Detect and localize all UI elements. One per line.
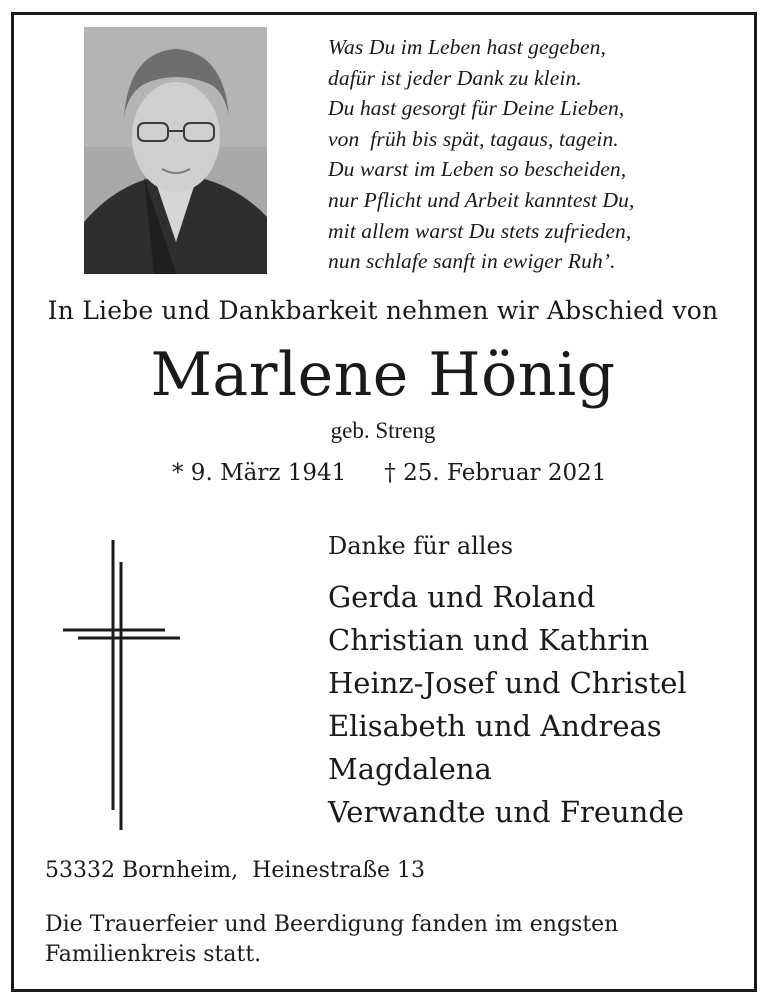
maiden-name: geb. Streng (330, 418, 436, 443)
mourner-name: Elisabeth und Andreas (328, 709, 662, 743)
poem-line: nur Pflicht und Arbeit kanntest Du, (328, 187, 635, 212)
farewell-intro: In Liebe und Dankbarkeit nehmen wir Abschied von (47, 296, 719, 325)
poem-line: Was Du im Leben hast gegeben, (328, 35, 606, 59)
poem-line: nun schlafe sanft in ewiger Ruh’. (328, 249, 616, 274)
poem-line: Du hast gesorgt für Deine Lieben, (328, 96, 625, 121)
deceased-name: Marlene Hönig (150, 340, 616, 410)
funeral-notice: Die Trauerfeier und Beerdigung fanden im engsten Familienkreis statt. (45, 912, 619, 967)
life-dates (172, 460, 644, 486)
poem-line: von früh bis spät, tagaus, tagein. (328, 126, 619, 151)
mourner-name: Gerda und Roland (328, 580, 596, 614)
memorial-poem (328, 32, 748, 277)
mourner-name: Verwandte und Freunde (328, 795, 685, 829)
birth-date: * 9. März 1941 (172, 460, 347, 486)
poem-line: mit allem warst Du stets zufrieden, (328, 218, 632, 243)
mourner-name: Magdalena (328, 752, 492, 786)
death-date: † 25. Februar 2021 (384, 460, 607, 486)
cross-icon (60, 540, 185, 830)
thanks-line: Danke für alles (328, 532, 514, 560)
poem-line: Du warst im Leben so bescheiden, (328, 157, 627, 182)
address: 53332 Bornheim, Heinestraße 13 (45, 858, 426, 883)
mourners-list (328, 576, 687, 834)
mourner-name: Heinz-Josef und Christel (328, 666, 687, 700)
portrait-photo (84, 27, 267, 274)
poem-line: dafür ist jeder Dank zu klein. (328, 65, 582, 90)
mourner-name: Christian und Kathrin (328, 623, 650, 657)
